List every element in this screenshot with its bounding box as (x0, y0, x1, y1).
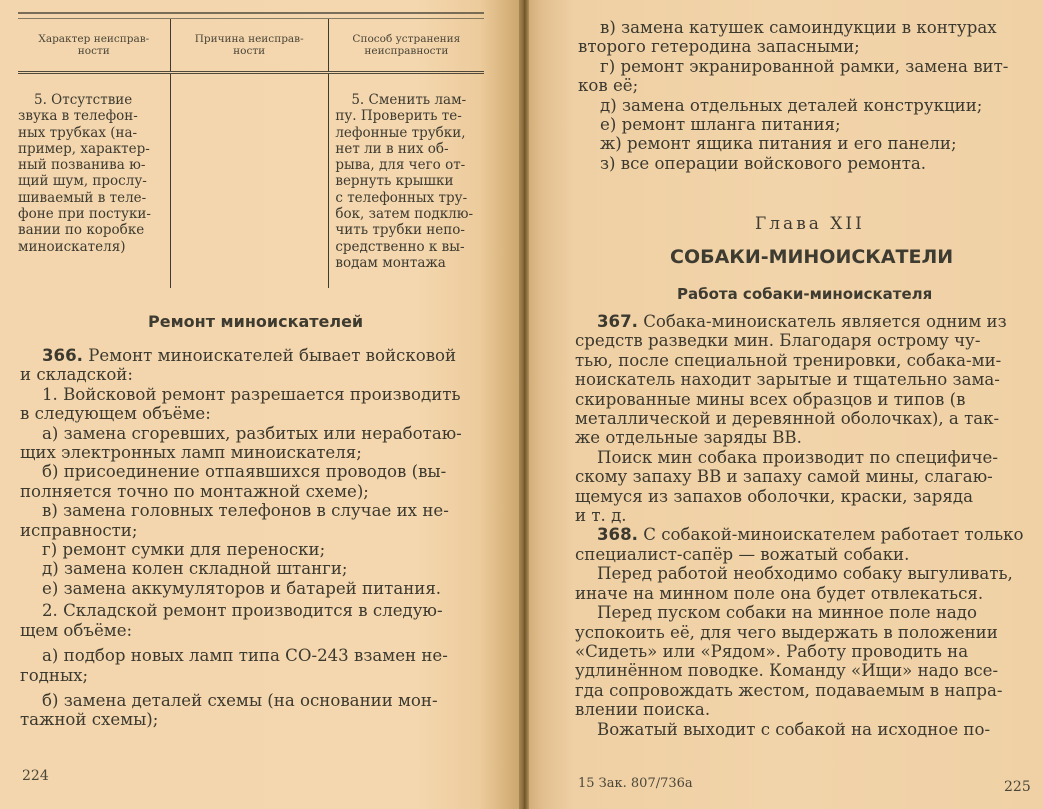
text-line: г) ремонт экранированной рамки, замена вит- (600, 56, 1009, 76)
text-line: а) замена сгоревших, разбитых или неработаю- (42, 423, 462, 443)
paragraph-number: 366. (42, 346, 83, 365)
cell-text-line: миноискателя) (18, 238, 126, 255)
cell-text-line: ный позванива ю- (18, 157, 146, 174)
text-line: успокоить её, для чего выдержать в положении (575, 622, 998, 642)
text-line: б) присоединение отпаявшихся проводов (вы- (42, 462, 447, 482)
text-line: 368. С собакой-миноискателем работает только (597, 525, 1024, 545)
cell-text-line: вернуть крышки (335, 173, 454, 190)
table-top-rule (18, 12, 484, 19)
table-header-remedy: Способ устранения неисправности (328, 19, 484, 71)
table-header-cause: Причина неисправ- ности (170, 19, 328, 71)
text-line: же отдельные заряды ВВ. (575, 428, 802, 448)
cell-text-line: рыва, для чего от- (335, 157, 466, 174)
table-header-row (18, 19, 484, 74)
page-number-right: 225 (1004, 779, 1031, 795)
cell-text-line: водам монтажа (335, 254, 446, 271)
text-line: в) замена катушек самоиндукции в контурах (600, 18, 997, 37)
text-line: е) замена аккумуляторов и батарей питания. (42, 578, 442, 598)
table-cell-symptom (18, 74, 170, 288)
cell-text-line: с телефонных тру- (335, 189, 468, 206)
text-line: г) ремонт сумки для переноски; (42, 540, 326, 560)
text-line: 2. Складской ремонт производится в следую- (42, 601, 443, 621)
section-title-right: Работа собаки-миноискателя (677, 285, 933, 303)
book-spine (519, 0, 529, 809)
text-line: тажной схемы); (20, 710, 159, 730)
cell-text-line: вании по коробке (18, 222, 145, 239)
cell-text-line: шиваемый в теле- (18, 189, 147, 206)
text-line: Перед работой необходимо собаку выгуливать, (597, 564, 1013, 584)
text-line: скому запаху ВВ и запаху самой мины, слагаю- (575, 467, 993, 487)
text-line: 367. Собака-миноискатель является одним из (597, 312, 1007, 331)
text-line: Вожатый выходит с собакой на исходное по- (597, 719, 991, 739)
text-line: щемуся из запахов оболочки, краски, заряда (575, 486, 973, 506)
text-line: влении поиска. (575, 700, 711, 720)
text-line: 366. Ремонт миноискателей бывает войсковой (42, 346, 457, 365)
text-line: з) все операции войскового ремонта. (600, 153, 927, 173)
fault-table (18, 12, 484, 288)
text-line: ноискатель находит зарытые и тщательно зама- (575, 370, 1000, 390)
paragraph-number: 368. (597, 525, 638, 545)
text-line: Поиск мин собака производит по специфиче- (597, 447, 998, 467)
text-line: годных; (20, 665, 89, 685)
chapter-title: СОБАКИ-МИНОИСКАТЕЛИ (670, 246, 954, 268)
text-line: специалист-сапёр — вожатый собаки. (575, 544, 910, 564)
text-line: щих электронных ламп миноискателя; (20, 443, 362, 463)
text-line: щем объёме: (20, 620, 133, 640)
cell-text-line: фоне при постуки- (18, 206, 151, 223)
table-cell-cause (170, 74, 329, 288)
text-line: Перед пуском собаки на минное поле надо (597, 603, 978, 623)
text-line: е) ремонт шланга питания; (600, 115, 841, 135)
cell-text-line: чить трубки непо- (335, 222, 465, 239)
text-line: б) замена деталей схемы (на основании мон- (42, 690, 438, 710)
text-line: а) подбор новых ламп типа СО-243 взамен не- (42, 646, 448, 666)
text-line: исправности; (20, 520, 138, 540)
text-line: в следующем объёме: (20, 404, 211, 424)
text-line: д) замена колен складной штанги; (42, 559, 348, 579)
cell-text-line: нет ли в них об- (335, 140, 449, 157)
cell-text-line: щий шум, прослу- (18, 173, 147, 190)
text-line: 1. Войсковой ремонт разрешается производить (42, 384, 461, 404)
text-line: второго гетеродина запасными; (578, 37, 860, 57)
text-line: скированные мины всех образцов и типов (в (575, 389, 966, 409)
cell-text-line: 5. Отсутствие (34, 92, 133, 108)
signature-mark: 15 Зак. 807/736а (578, 776, 693, 791)
text-line: и складской: (20, 365, 133, 385)
text-line: гда сопровождать жестом, подаваемым в напра- (575, 680, 1003, 700)
cell-text-line: звука в телефон- (18, 108, 138, 125)
text-line: металлической и деревянной оболочках), а так- (575, 409, 1000, 429)
chapter-label: Глава XII (755, 214, 865, 234)
text-line: «Сидеть» или «Рядом». Работу проводить на (575, 641, 969, 661)
cell-text-line: бок, затем подклю- (335, 206, 474, 223)
table-cell-remedy (328, 74, 484, 288)
right-top-text (578, 18, 1038, 173)
table-header-symptom: Характер неисправ- ности (38, 33, 150, 57)
cell-text-line: пу. Проверить те- (335, 108, 462, 125)
cell-text-line: средственно к вы- (335, 238, 465, 255)
text-line: в) замена головных телефонов в случае их не- (42, 501, 449, 521)
table-row (18, 74, 484, 288)
text-line: ж) ремонт ящика питания и его панели; (600, 134, 957, 154)
section-title-left: Ремонт миноискателей (148, 312, 364, 331)
cell-text-line: пример, характер- (18, 140, 150, 157)
text-line: удлинённом поводке. Команду «Ищи» надо все- (575, 661, 999, 681)
text-line: иначе на минном поле она будет отвлекаться. (575, 583, 984, 603)
text-line: ков её; (578, 76, 639, 96)
cell-text-line: лефонные трубки, (335, 124, 466, 141)
left-body-text (20, 346, 488, 730)
text-line: д) замена отдельных деталей конструкции; (600, 95, 983, 115)
paragraph-number: 367. (597, 312, 638, 331)
page-number-left: 224 (22, 768, 49, 784)
cell-text-line: ных трубках (на- (18, 124, 138, 141)
text-line: средств разведки мин. Благодаря острому чу- (575, 331, 981, 351)
right-body-text (575, 312, 1039, 739)
text-line: тью, после специальной тренировки, собака-ми- (575, 350, 1002, 370)
cell-text-line: 5. Сменить лам- (351, 92, 467, 108)
text-line: и т. д. (575, 506, 627, 526)
text-line: полняется точно по монтажной схеме); (20, 481, 369, 501)
